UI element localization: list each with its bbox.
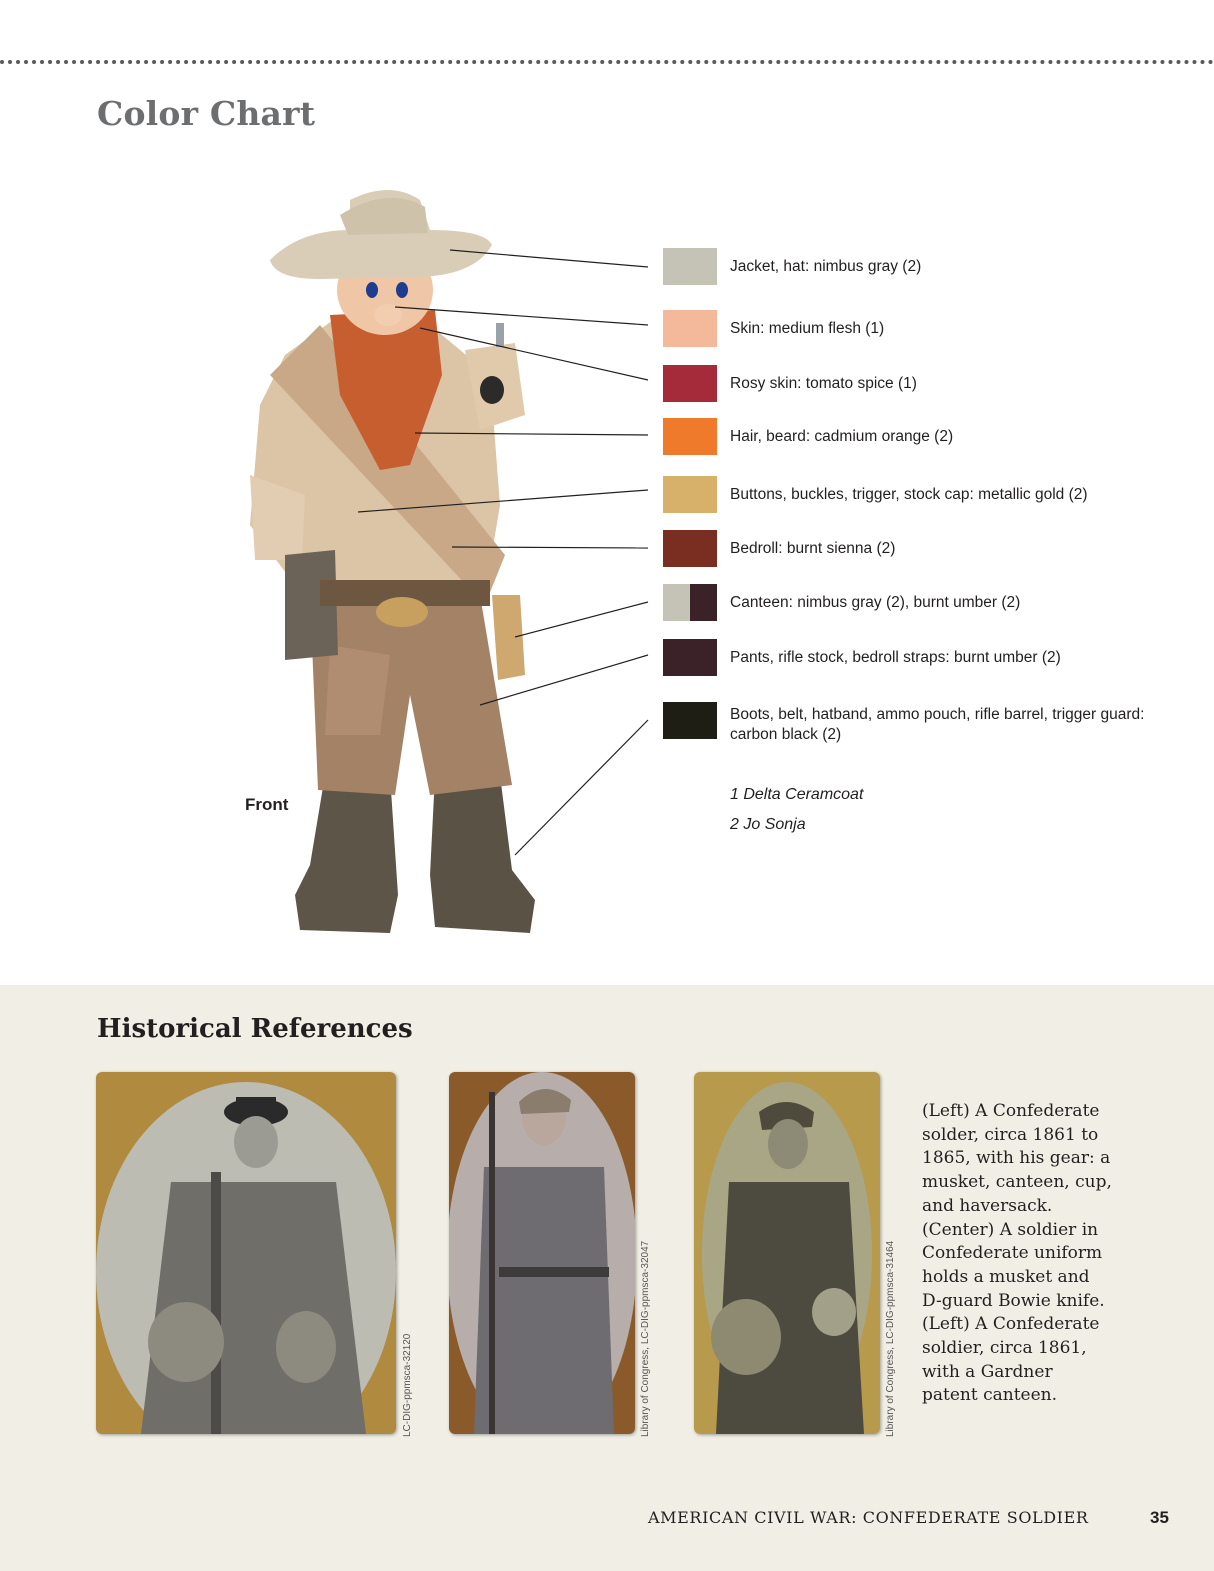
color-chip-part	[663, 584, 690, 621]
swatch-row	[663, 248, 1163, 288]
swatch-row	[663, 702, 1163, 742]
dotted-rule	[0, 60, 1214, 64]
color-chip-part	[690, 584, 717, 621]
color-chip-part	[663, 248, 717, 285]
color-chip-part	[663, 702, 717, 739]
historical-photo-left	[96, 1072, 396, 1434]
figurine-image	[230, 175, 560, 945]
section-title: Color Chart	[97, 94, 316, 133]
swatch-row	[663, 584, 1163, 624]
swatch-label: Rosy skin: tomato spice (1)	[730, 375, 917, 392]
front-view-label: Front	[245, 795, 289, 814]
color-chip-part	[663, 476, 717, 513]
swatch-label: Jacket, hat: nimbus gray (2)	[730, 258, 922, 275]
color-chip-part	[663, 310, 717, 347]
historical-photos-caption: (Left) A Confederate solder, circa 1861 to 1865, with his gear: a musket, canteen, cup, and haversack. (Center) A soldier in Confederate uniform holds a musket and D-guard Bowie knife. (Left) A Confederate soldier, circa 1861, with a Gardner patent canteen.	[922, 1101, 1112, 1406]
historical-photo-center	[449, 1072, 635, 1434]
swatch-label: Skin: medium flesh (1)	[730, 320, 885, 337]
color-chip-part	[663, 418, 717, 455]
paint-brand-notes	[730, 786, 863, 846]
color-chip	[663, 639, 717, 676]
color-chip-part	[663, 530, 717, 567]
color-chip	[663, 418, 717, 455]
swatch-row	[663, 310, 1163, 350]
photo-credit: LC-DIG-ppmsca-32120	[402, 1333, 413, 1437]
page-number: 35	[1150, 1508, 1169, 1527]
color-chip	[663, 476, 717, 513]
running-footer-title: AMERICAN CIVIL WAR: CONFEDERATE SOLDIER	[648, 1508, 1089, 1527]
swatch-label: Canteen: nimbus gray (2), burnt umber (2)	[730, 594, 1021, 611]
color-chip-part	[663, 365, 717, 402]
color-chip	[663, 310, 717, 347]
swatch-row	[663, 476, 1163, 516]
historical-references-title: Historical References	[97, 1014, 413, 1044]
swatch-row	[663, 639, 1163, 679]
swatch-label: Boots, belt, hatband, ammo pouch, rifle barrel, trigger guard: carbon black (2)	[730, 706, 1145, 743]
color-chip	[663, 584, 717, 621]
color-chip	[663, 530, 717, 567]
brand-note: 1 Delta Ceramcoat	[730, 786, 864, 803]
photo-credit: Library of Congress, LC-DIG-ppmsca-31464	[885, 1240, 896, 1437]
swatch-label: Hair, beard: cadmium orange (2)	[730, 428, 954, 445]
swatch-row	[663, 530, 1163, 570]
swatch-label: Bedroll: burnt sienna (2)	[730, 540, 896, 557]
color-chip	[663, 248, 717, 285]
color-chip	[663, 702, 717, 739]
color-chip-part	[663, 639, 717, 676]
swatch-label: Pants, rifle stock, bedroll straps: burnt umber (2)	[730, 649, 1061, 666]
swatch-row	[663, 365, 1163, 405]
swatch-label: Buttons, buckles, trigger, stock cap: metallic gold (2)	[730, 486, 1088, 503]
historical-photo-right	[694, 1072, 880, 1434]
brand-note: 2 Jo Sonja	[730, 816, 806, 833]
photo-credit: Library of Congress, LC-DIG-ppmsca-32047	[640, 1240, 651, 1437]
swatch-row	[663, 418, 1163, 458]
color-chip	[663, 365, 717, 402]
